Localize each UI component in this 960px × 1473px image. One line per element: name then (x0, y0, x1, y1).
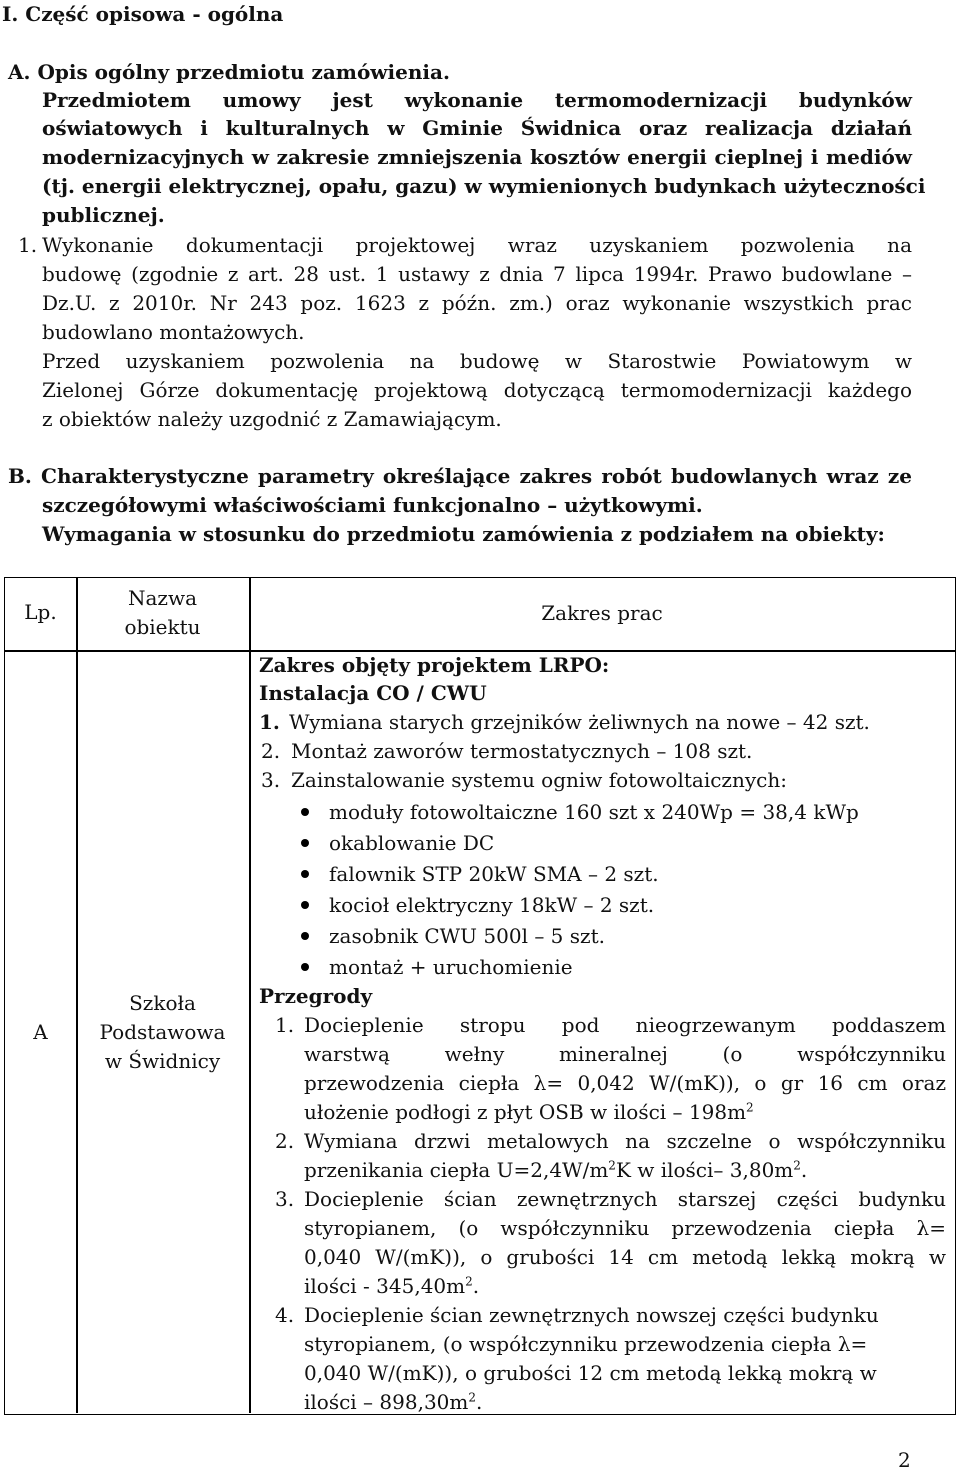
bullet-icon (301, 870, 309, 878)
item-line: budowlano montażowych. (42, 320, 305, 344)
section-b-subheading: Wymagania w stosunku do przedmiotu zamówienia z podziałem na obiekty: (42, 522, 885, 546)
lrpo-title: Zakres objęty projektem LRPO: (259, 653, 610, 677)
header-lp: Lp. (24, 600, 57, 624)
section-b-heading-line: szczegółowymi właściwościami funkcjonalno – użytkowymi. (42, 493, 703, 517)
bullet-icon (301, 963, 309, 971)
item-number: 1. (18, 233, 38, 257)
przegroda-num: 1. (275, 1013, 295, 1037)
bullet-icon (301, 932, 309, 940)
przegroda-line: przenikania ciepła $U=2,4W/m^2K$ w ilości– $3,80m^2$. (304, 1158, 808, 1182)
header-obiektu: obiektu (124, 615, 201, 639)
item-line: Dz.U. z 2010r. Nr 243 poz. 1623 z późn. zm.) oraz wykonanie wszystkich prac (42, 291, 912, 315)
co-item-num: 1. (259, 710, 280, 734)
przegroda-num: 3. (275, 1187, 295, 1211)
co-item-num: 2. (261, 739, 281, 763)
przegroda-line: styropianem, (o współczynniku przewodzenia ciepła λ= (304, 1332, 868, 1356)
przegroda-line: Docieplenie ścian zewnętrznych nowszej części budynku (304, 1303, 879, 1327)
co-title: Instalacja CO / CWU (259, 681, 487, 705)
co-item-text: Montaż zaworów termostatycznych – 108 szt. (291, 739, 753, 763)
list-item: okablowanie DC (301, 829, 494, 857)
header-nazwa: Nazwa (127, 586, 197, 610)
bullet-icon (301, 808, 309, 816)
list-item: moduły fotowoltaiczne 160 szt x 240Wp = 38,4 kWp (301, 798, 859, 826)
przegrody-title: Przegrody (259, 984, 373, 1008)
row-name-line: Podstawowa (99, 1020, 226, 1044)
przegroda-line: Docieplenie ścian zewnętrznych starszej części budynku (304, 1187, 946, 1211)
co-item-num: 3. (261, 768, 281, 792)
co-item-text: Zainstalowanie systemu ogniw fotowoltaicznych: (291, 768, 787, 792)
col-divider (249, 578, 251, 1413)
para-line: publicznej. (42, 203, 165, 227)
row-name-line: w Świdnicy (104, 1049, 221, 1073)
item-line: budowę (zgodnie z art. 28 ust. 1 ustawy z dnia 7 lipca 1994r. Prawo budowlane – (42, 262, 912, 286)
przegroda-line: Wymiana drzwi metalowych na szczelne o współczynniku (304, 1129, 946, 1153)
section-a-heading: A. Opis ogólny przedmiotu zamówienia. (8, 60, 450, 84)
przegroda-line: przewodzenia ciepła λ= 0,042 W/(mK)), o gr 16 cm oraz (304, 1071, 946, 1095)
para2-line: Przed uzyskaniem pozwolenia na budowę w Starostwie Powiatowym w (42, 349, 912, 373)
przegroda-line: ilości - $345,40m^2$. (304, 1274, 480, 1298)
bullet-icon (301, 901, 309, 909)
przegroda-line: ilości – $898,30m^2$. (304, 1390, 483, 1414)
item-line: Wykonanie dokumentacji projektowej wraz uzyskaniem pozwolenia na (42, 233, 912, 257)
row-lp: A (33, 1020, 48, 1044)
list-item: falownik STP 20kW SMA – 2 szt. (301, 860, 659, 888)
section-title: I. Część opisowa - ogólna (2, 2, 284, 26)
page-number: 2 (898, 1448, 911, 1472)
header-zakres: Zakres prac (541, 601, 663, 625)
list-item: kocioł elektryczny 18kW – 2 szt. (301, 891, 654, 919)
przegroda-line: styropianem, (o współczynniku przewodzenia ciepła λ= (304, 1216, 946, 1240)
list-item: zasobnik CWU 500l – 5 szt. (301, 922, 605, 950)
requirements-table (4, 577, 956, 1415)
przegroda-num: 2. (275, 1129, 295, 1153)
przegroda-line: warstwą wełny mineralnej (o współczynniku (304, 1042, 946, 1066)
przegroda-line: 0,040 W/(mK)), o grubości 12 cm metodą lekką mokrą w (304, 1361, 877, 1385)
para-line: oświatowych i kulturalnych w Gminie Świdnica oraz realizacja działań (42, 116, 912, 140)
przegroda-line: 0,040 W/(mK)), o grubości 14 cm metodą lekką mokrą w (304, 1245, 946, 1269)
przegroda-line: ułożenie podłogi z płyt OSB w ilości – $198m^2$ (304, 1100, 754, 1124)
section-b-heading-line: B. Charakterystyczne parametry określające zakres robót budowlanych wraz ze (8, 464, 912, 488)
para-line: (tj. energii elektrycznej, opału, gazu) w wymienionych budynkach użyteczności (42, 174, 926, 198)
bullet-icon (301, 839, 309, 847)
para2-line: z obiektów należy uzgodnić z Zamawiającym. (42, 407, 502, 431)
co-item-text: Wymiana starych grzejników żeliwnych na nowe – 42 szt. (289, 710, 870, 734)
list-item: montaż + uruchomienie (301, 953, 573, 981)
przegroda-num: 4. (275, 1303, 295, 1327)
para2-line: Zielonej Górze dokumentację projektową dotyczącą termomodernizacji każdego (42, 378, 912, 402)
przegroda-line: Docieplenie stropu pod nieogrzewanym poddaszem (304, 1013, 946, 1037)
para-line: Przedmiotem umowy jest wykonanie termomodernizacji budynków (42, 88, 912, 112)
row-name-line: Szkoła (129, 991, 196, 1015)
para-line: modernizacyjnych w zakresie zmniejszenia kosztów energii cieplnej i mediów (42, 145, 912, 169)
